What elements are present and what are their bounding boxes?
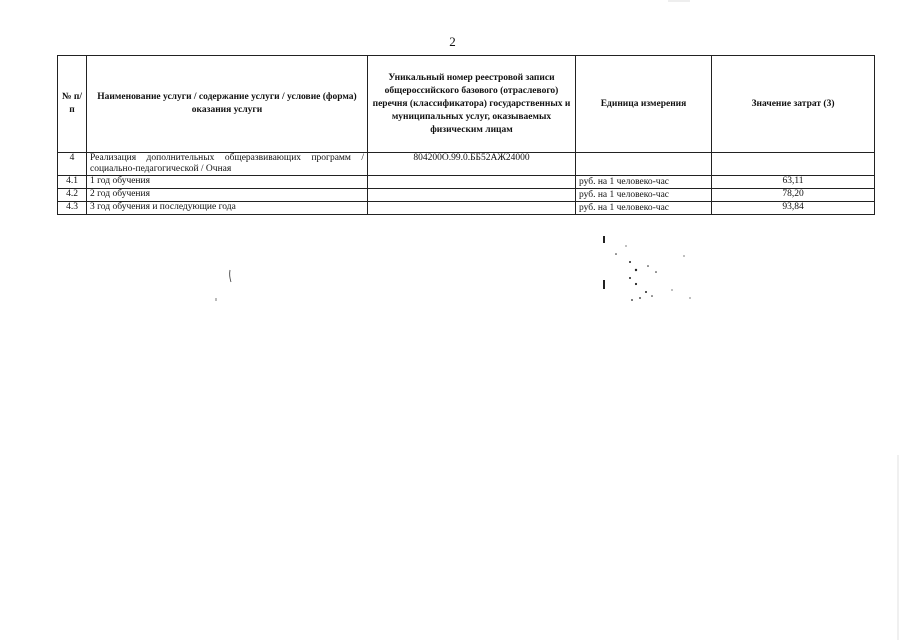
table-header-row <box>58 56 875 153</box>
row-number: 4.3 <box>58 202 87 215</box>
row-code-empty <box>368 202 576 215</box>
table-row <box>58 189 875 202</box>
service-value-empty <box>712 153 875 176</box>
page-number: 2 <box>449 34 456 49</box>
row-name: 1 год обучения <box>87 176 368 189</box>
service-number: 4 <box>58 153 87 176</box>
header-cost-value: Значение затрат (3) <box>712 56 875 153</box>
header-service-name: Наименование услуги / содержание услуги / условие (форма) оказания услуги <box>87 56 368 153</box>
service-unit-empty <box>576 153 712 176</box>
header-registry-code: Уникальный номер реестровой записи общероссийского базового (отраслевого) перечня (классификатора) государственных и муниципальных услуг, оказываемых физическим лицам <box>368 56 576 153</box>
service-registry-code: 804200О.99.0.ББ52АЖ24000 <box>368 153 576 176</box>
row-number: 4.1 <box>58 176 87 189</box>
row-unit: руб. на 1 человеко-час <box>576 202 712 215</box>
table-row <box>58 202 875 215</box>
row-code-empty <box>368 176 576 189</box>
row-unit: руб. на 1 человеко-час <box>576 189 712 202</box>
header-unit: Единица измерения <box>576 56 712 153</box>
service-name: Реализация дополнительных общеразвивающих программ / социально-педагогической / Очная <box>87 153 368 176</box>
service-cost-table <box>57 55 875 215</box>
row-value: 78,20 <box>712 189 875 202</box>
row-value: 93,84 <box>712 202 875 215</box>
row-unit: руб. на 1 человеко-час <box>576 176 712 189</box>
row-code-empty <box>368 189 576 202</box>
table-row <box>58 176 875 189</box>
row-name: 2 год обучения <box>87 189 368 202</box>
row-name: 3 год обучения и последующие года <box>87 202 368 215</box>
service-row <box>58 153 875 176</box>
row-value: 63,11 <box>712 176 875 189</box>
row-number: 4.2 <box>58 189 87 202</box>
header-number: № п/п <box>58 56 87 153</box>
